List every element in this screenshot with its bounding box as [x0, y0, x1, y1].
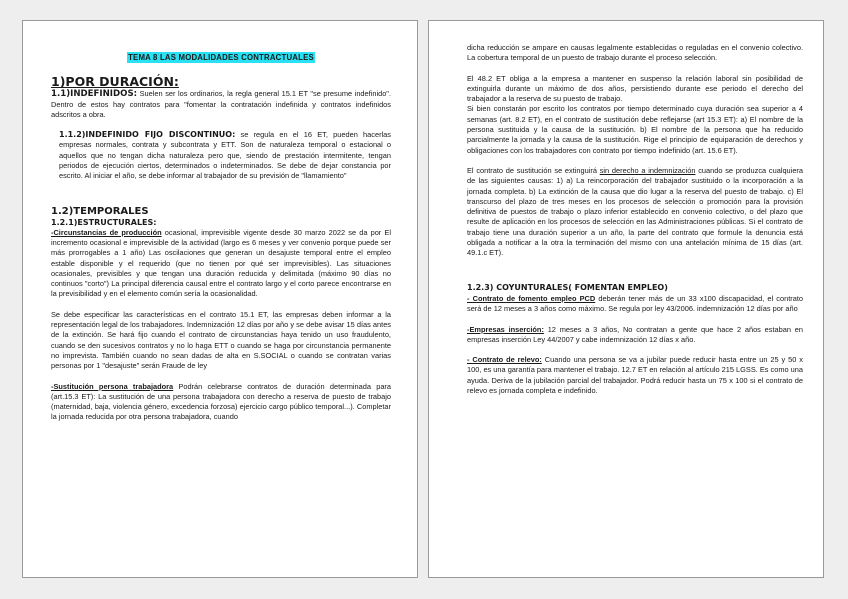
paragraph-empresas-insercion: -Empresas inserción: 12 meses a 3 años, No contratan a gente que hace 2 años estaban en empresas inserción Ley 44/2007 y cabe indemnización 12 días x año. — [467, 324, 803, 344]
label-circunstancias: -Circunstancias de producción — [51, 227, 162, 237]
heading-estructurales: 1.2.1)ESTRUCTURALES: — [51, 217, 157, 227]
page-left-content — [51, 53, 391, 423]
paragraph-fijo-discontinuo: 1.1.2)INDEFINIDO FIJO DISCONTINUO: se regula en el 16 ET, pueden hacerlas empresas normales, contrata y subcontrata y ETT. Son de naturaleza temporal o estacional o aquellos que no tengan dicha naturaleza pero que, siendo de prestación intermitente, tengan periodos de ejecución ciertos, determinados o indeterminados. Se debe de dejar constancia por escrito. Al iniciar el año, se debe informar al trabajador de su previsión de "llamamiento" — [59, 130, 391, 181]
paragraph-art-48: El 48.2 ET obliga a la empresa a mantener en suspenso la relación laboral sin posibilidad de extinguirla durante un máximo de dos años, persistiendo durante ese periodo el derecho del trabajador a la reserva de su puesto de trabajo. — [467, 73, 803, 104]
page-right-content — [467, 43, 803, 396]
paragraph-extincion: El contrato de sustitución se extinguirá sin derecho a indemnización cuando se produzca cualquiera de las siguientes causas: 1) a) La reincorporación del trabajador sustituido o la incorporación a la jornada completa. b) La extinción de la causa que dio lugar a la reserva del puesto de trabajo. c) El transcurso del plazo de tres meses en los procesos de selección o promoción para la provisión definitiva de puestos de trabajo o plazo inferior establecido en convenio colectivo, o del plazo que resulte de aplicación en los procesos de selección en las Administraciones públicas. Si el contrato de trabajo tiene una duración superior a un año, la parte del contrato que formule la denuncia está obligada a notificar a la otra la terminación del mismo con una antelación mínima de 15 días (art. 49.1.c ET). — [467, 165, 803, 258]
paragraph-constancia-escrito: Si bien constarán por escrito los contratos por tiempo determinado cuya duración sea superior a 4 semanas (art. 8.2 ET), en el contrato de sustitución debe reflejarse (art 15.3 ET): a) El nombre de la persona sustituida y la causa de la sustitución. b) El nombre de la persona que ha reducido parcialmente la jornada y la causa de la sustitución. Rige el principio de equiparación de derechos y obligaciones con los trabajadores con contrato por tiempo indefinido (art. 15.6 ET). — [467, 104, 803, 155]
label-fijo-discontinuo: 1.1.2)INDEFINIDO FIJO DISCONTINUO: — [59, 130, 236, 140]
paragraph-contrato-relevo: - Contrato de relevo: Cuando una persona se va a jubilar puede reducir hasta entre un 25 y 50 x 100, es una garantía para mantener el trabajo. 12.7 ET en relación al artículo 215 LGSS. Es como una ayuda. Deriva de la jubilación parcial del trabajador. Podrá reducir hasta un 75 x 100 si el contrato de relevo es jornada completa e indefinido. — [467, 355, 803, 396]
document-title: TEMA 8 LAS MODALIDADES CONTRACTUALES — [128, 53, 314, 62]
paragraph-fomento-empleo: - Contrato de fomento empleo PCD deberán tener más de un 33 x100 discapacidad, el contrato será de 12 meses a 3 años como máximo. Se regula por ley 43/2006. indemnización 12 días por año — [467, 293, 803, 314]
document-page-left — [22, 20, 418, 578]
paragraph-circunstancias: -Circunstancias de producción ocasional, imprevisible vigente desde 30 marzo 2022 se da por El incremento ocasional e imprevisible de la actividad (largo es 6 meses y ver convenio porque puede ser más prorrogables a 1 año) Las oscilaciones que generan un desajuste temporal entre el empleo estable disponible y el requerido (que no tienen por qué ser imprevisibles). Las situaciones ocasionales, previsibles y que tengan una duración reducida y delimitada (máximo 90 días no continuos "corto") La principal diferencia causal entre el contrato largo y el corto parece encontrarse en la previsibilidad y en el elemento común sería la ocasionalidad. — [51, 227, 391, 299]
paragraph-indefinidos: 1.1)INDEFINIDOS: Suelen ser los ordinarios, la regla general 15.1 ET "se presume indefinido". Dentro de estos hay contratos para "fomentar la contratación indefinida y contratos indefinidos adscritos a obra. — [51, 89, 391, 119]
paragraph-sustitucion: -Sustitución persona trabajadora Podrán celebrarse contratos de duración determinada para (art.15.3 ET): La sustitución de una persona trabajadora con derecho a reserva de puesto de trabajo (maternidad, baja, violencia género, excedencia forzosa) ejercicio cargo público temporal...). Completar la jornada reducida por otra persona trabajadora, cuando — [51, 381, 391, 422]
label-indefinidos: 1.1)INDEFINIDOS: — [51, 89, 138, 100]
heading-coyunturales: 1.2.3) COYUNTURALES( FOMENTAN EMPLEO) — [467, 282, 668, 292]
paragraph-especificar: Se debe especificar las características en el contrato 15.1 ET, las empresas deben informar a la representación legal de los trabajadores. Indemnización 12 días por año y se debe avisar 15 días antes de la extinción. Se hará fijo cuando el contrato de circunstancias haya tenido un uso fraudulento, cuando se den sucesivos contratos y no lo haga ETT o cuando se haga por circunstancia permanente no imprevista. También cuando no sean dadas de alta en S.SOCIAL o cuando se contratan varias personas por 1 "desajuste" serán Fraude de ley — [51, 309, 391, 371]
label-sustitucion: -Sustitución persona trabajadora — [51, 381, 174, 391]
label-fomento-empleo: - Contrato de fomento empleo PCD — [467, 293, 596, 303]
heading-temporales: 1.2)TEMPORALES — [51, 205, 149, 217]
document-page-right — [428, 20, 824, 578]
label-contrato-relevo: - Contrato de relevo: — [467, 355, 542, 365]
label-empresas-insercion: -Empresas inserción: — [467, 324, 544, 334]
paragraph-continuation: dicha reducción se ampare en causas legalmente establecidas o reguladas en el convenio colectivo. La cobertura temporal de un puesto de trabajo durante el proceso selección. — [467, 43, 803, 63]
heading-por-duracion: 1)POR DURACIÓN: — [51, 74, 179, 90]
